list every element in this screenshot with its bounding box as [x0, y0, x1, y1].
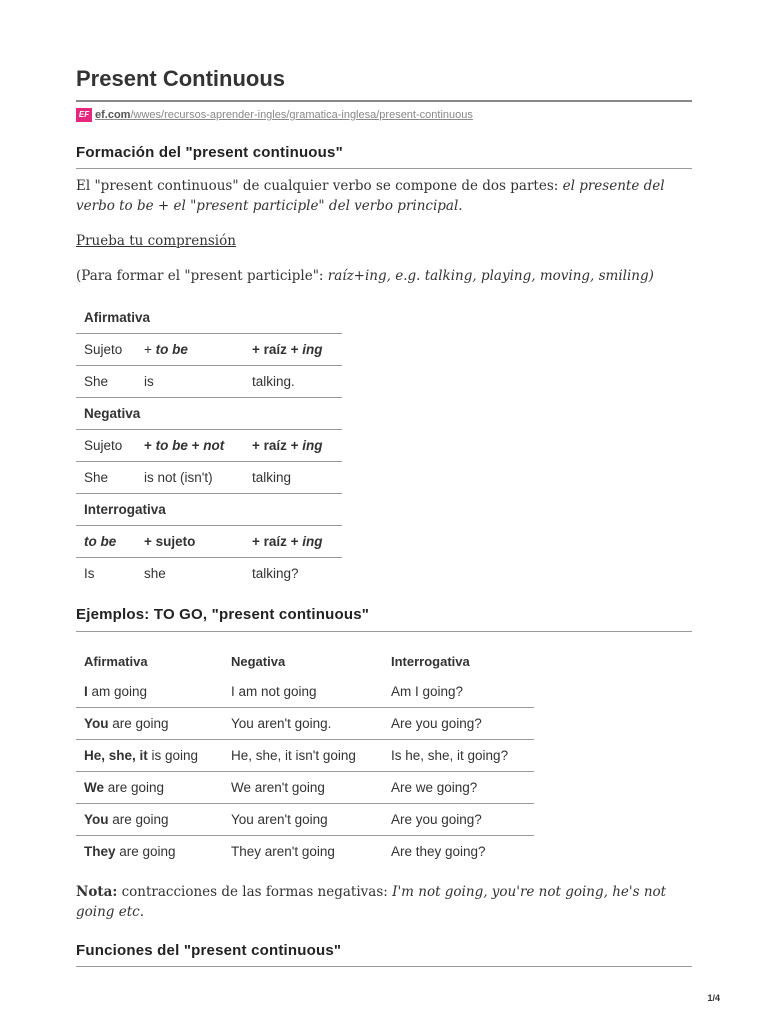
source-link[interactable] [76, 107, 473, 123]
source-domain: ef.com [95, 109, 131, 121]
table-row [76, 804, 534, 836]
table-cell [76, 676, 223, 708]
section-heading-funciones: Funciones del "present continuous" [76, 942, 342, 959]
table-cell [76, 772, 223, 804]
source-path: /wwes/recursos-aprender-ingles/gramatica-inglesa/present-continuous [130, 109, 473, 121]
column-header: Interrogativa [391, 653, 470, 669]
table-cell: she [144, 566, 166, 581]
table-cell: + sujeto [136, 526, 244, 558]
intro-paragraph [76, 176, 676, 216]
table-row [76, 740, 534, 772]
table-cell: talking. [244, 366, 342, 398]
table-cell [76, 836, 223, 868]
section-divider [76, 168, 692, 169]
cell-text: + raíz + [252, 438, 303, 453]
section-divider [76, 631, 692, 632]
cell-text: + raíz + [252, 342, 303, 357]
table-cell: Sujeto [76, 334, 136, 366]
intro-text: El "present continuous" de cualquier verbo se compone de dos partes: [76, 178, 563, 194]
cell-text: You [84, 716, 109, 731]
examples-table [76, 646, 534, 867]
table-cell: talking? [252, 566, 299, 581]
table-row [76, 708, 534, 740]
table-cell: You aren't going. [223, 708, 383, 740]
table-cell [76, 804, 223, 836]
table-row [76, 772, 534, 804]
cell-text: are going [115, 844, 176, 859]
table-cell: to be [76, 526, 136, 558]
cell-text: + [144, 438, 156, 453]
negative-label: Negativa [76, 398, 342, 430]
note-italic-text: I'm not going, you're not going, he's not going etc. [76, 884, 667, 920]
formation-table [76, 302, 342, 589]
title-divider [76, 100, 692, 102]
table-cell: He, she, it isn't going [223, 740, 383, 772]
table-cell: Are you going? [383, 708, 534, 740]
source-url[interactable] [95, 109, 473, 121]
cell-text: to be [155, 438, 188, 453]
section-divider [76, 966, 692, 967]
cell-text: are going [108, 812, 169, 827]
table-cell: Are they going? [391, 844, 486, 859]
note-label: Nota: [76, 884, 118, 900]
table-row [76, 836, 534, 868]
table-cell: talking [244, 462, 342, 494]
table-cell [76, 740, 223, 772]
page-title: Present Continuous [76, 66, 286, 91]
table-cell: Am I going? [383, 676, 534, 708]
page-number: 1/4 [707, 993, 720, 1003]
table-cell: She [76, 462, 136, 494]
table-row [76, 676, 534, 708]
cell-text: ing [302, 342, 323, 357]
table-cell [244, 334, 342, 366]
table-cell: is not (isn't) [136, 462, 244, 494]
table-cell: She [76, 366, 136, 398]
table-cell: is [136, 366, 244, 398]
table-row [76, 430, 342, 462]
table-row [76, 334, 342, 366]
table-cell [136, 334, 244, 366]
cell-text: + [187, 438, 204, 453]
table-row [76, 462, 342, 494]
cell-text: is going [147, 748, 199, 763]
table-row [76, 526, 342, 558]
formula-italic-text: raíz+ing, e.g. talking, playing, moving, smiling) [327, 268, 654, 284]
cell-text: ing [302, 534, 323, 549]
cell-text: not [203, 438, 225, 453]
quiz-paragraph [76, 231, 676, 251]
note-text: contracciones de las formas negativas: [117, 884, 393, 900]
cell-text: You [84, 812, 109, 827]
cell-text: + [144, 342, 156, 357]
cell-text: He, she, it [84, 748, 148, 763]
table-cell [244, 430, 342, 462]
cell-text: are going [104, 780, 165, 795]
table-row [76, 398, 342, 430]
note-paragraph [76, 882, 676, 922]
section-heading-formacion: Formación del "present continuous" [76, 144, 343, 161]
table-cell: Is he, she, it going? [383, 740, 534, 772]
column-header: Afirmativa [84, 653, 148, 669]
table-row [76, 494, 342, 526]
cell-text: We [84, 780, 105, 795]
formula-text: (Para formar el "present participle": [76, 268, 328, 284]
cell-text: are going [108, 716, 169, 731]
cell-text: + raíz + [252, 534, 303, 549]
cell-text: to be [155, 342, 188, 357]
table-cell: Is [84, 566, 95, 581]
quiz-link[interactable]: Prueba tu comprensión [76, 233, 236, 249]
table-cell: Sujeto [76, 430, 136, 462]
table-row [76, 302, 342, 334]
table-cell: Are you going? [383, 804, 534, 836]
section-heading-ejemplos: Ejemplos: TO GO, "present continuous" [76, 606, 370, 623]
cell-text: am going [87, 684, 148, 699]
table-row [76, 366, 342, 398]
affirmative-label: Afirmativa [76, 302, 342, 334]
table-cell: Are we going? [383, 772, 534, 804]
column-header: Negativa [231, 653, 286, 669]
ef-logo-icon: EF [76, 108, 92, 122]
table-cell: They aren't going [231, 844, 335, 859]
formula-paragraph [76, 266, 676, 286]
table-cell: You aren't going [223, 804, 383, 836]
table-cell [136, 430, 244, 462]
cell-text: They [84, 844, 116, 859]
table-cell: We aren't going [223, 772, 383, 804]
table-header-row [76, 646, 534, 676]
table-cell: I am not going [223, 676, 383, 708]
table-row [76, 558, 342, 590]
interrogative-label: Interrogativa [76, 494, 342, 526]
cell-text: I [84, 684, 88, 699]
intro-italic-text: el presente del verbo to be + el "present participle" del verbo principal. [76, 178, 665, 214]
table-cell [244, 526, 342, 558]
cell-text: ing [302, 438, 323, 453]
table-cell [76, 708, 223, 740]
